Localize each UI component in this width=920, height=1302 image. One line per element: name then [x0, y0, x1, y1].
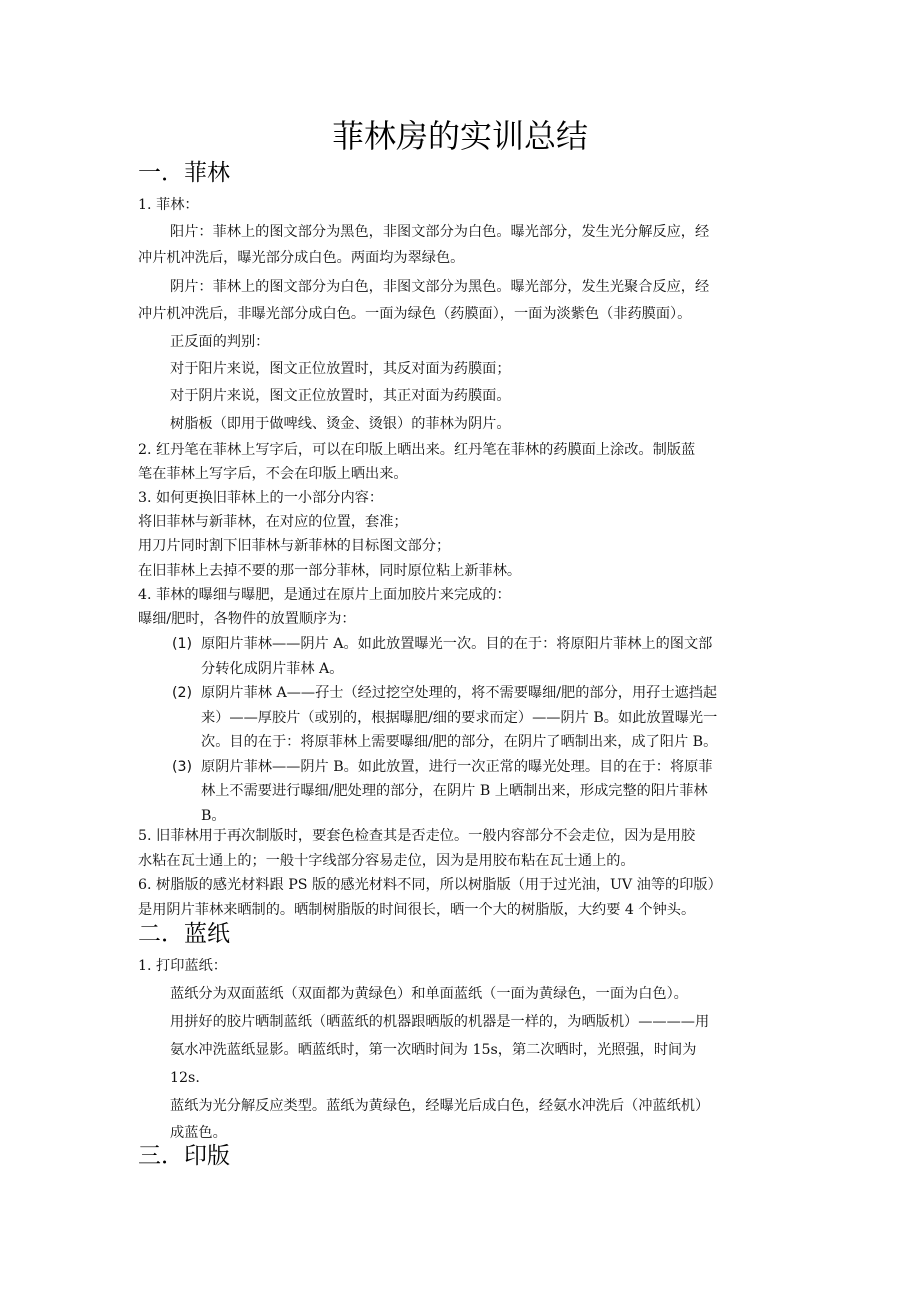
- blueprint-reaction-line1: 蓝纸为光分解反应类型。蓝纸为黄绿色，经曝光后成白色，经氨水冲洗后（冲蓝纸机）: [170, 1098, 710, 1114]
- item5-line1: 5. 旧菲林用于再次制版时，要套色检查其是否走位。一般内容部分不会走位，因为是用胶: [138, 828, 696, 844]
- blueprint-item1-label: 1. 打印蓝纸：: [138, 958, 227, 974]
- blueprint-process-line3: 12s.: [170, 1070, 200, 1086]
- section-heading-blueprint: 二．蓝纸: [138, 921, 230, 947]
- item4-title: 4. 菲林的曝细与曝肥，是通过在原片上面加胶片来完成的：: [138, 587, 511, 603]
- blueprint-reaction-line2: 成蓝色。: [170, 1125, 227, 1141]
- negative-film-line2: 冲片机冲洗后，非曝光部分成白色。一面为绿色（药膜面），一面为淡紫色（非药膜面）。: [138, 306, 692, 322]
- item3-step1: 将旧菲林与新菲林，在对应的位置，套准；: [138, 514, 408, 530]
- judge-positive: 对于阳片来说，图文正位放置时，其反对面为药膜面；: [170, 361, 511, 377]
- blueprint-process-line1: 用拼好的胶片晒制蓝纸（晒蓝纸的机器跟晒版的机器是一样的，为晒版机）————用: [170, 1014, 710, 1030]
- step-line: 原阴片菲林 A——孖士（经过挖空处理的，将不需要曝细/肥的部分，用孖士遮挡起: [201, 685, 718, 701]
- item1-label: 1. 菲林：: [138, 197, 199, 213]
- blueprint-process-line2: 氨水冲洗蓝纸显影。晒蓝纸时，第一次晒时间为 15s，第二次晒时，光照强，时间为: [170, 1042, 697, 1058]
- step-number: (1): [172, 636, 193, 652]
- item3-title: 3. 如何更换旧菲林上的一小部分内容：: [138, 490, 384, 506]
- document-title: 菲林房的实训总结: [331, 117, 588, 155]
- negative-film-line1: 阴片：菲林上的图文部分为白色，非图文部分为黑色。曝光部分，发生光聚合反应，经: [170, 279, 710, 295]
- section-heading-plate: 三．印版: [138, 1143, 230, 1169]
- step-line: 原阴片菲林——阴片 B。如此放置，进行一次正常的曝光处理。目的在于：将原菲: [201, 759, 713, 775]
- step-number: (3): [172, 759, 193, 775]
- item4-order: 曝细/肥时，各物件的放置顺序为：: [138, 611, 356, 627]
- positive-film-line2: 冲片机冲洗后，曝光部分成白色。两面均为翠绿色。: [138, 250, 465, 266]
- positive-film-line1: 阳片：菲林上的图文部分为黑色，非图文部分为白色。曝光部分，发生光分解反应，经: [170, 224, 710, 240]
- judge-title: 正反面的判别：: [170, 334, 270, 350]
- step-line: 来）——厚胶片（或别的，根据曝肥/细的要求而定）——阴片 B。如此放置曝光一: [201, 710, 718, 726]
- step-line: 次。目的在于：将原菲林上需要曝细/肥的部分，在阴片了晒制出来，成了阳片 B。: [201, 734, 718, 750]
- item2-line1: 2. 红丹笔在菲林上写字后，可以在印版上晒出来。红丹笔在菲林的药膜面上涂改。制版蓝: [138, 442, 696, 458]
- step-number: (2): [172, 685, 193, 701]
- judge-negative: 对于阴片来说，图文正位放置时，其正对面为药膜面。: [170, 388, 511, 404]
- item6-line2: 是用阴片菲林来晒制的。晒制树脂版的时间很长，晒一个大的树脂版，大约要 4 个钟头。: [138, 902, 696, 918]
- item3-step3: 在旧菲林上去掉不要的那一部分菲林，同时原位粘上新菲林。: [138, 563, 522, 579]
- item3-step2: 用刀片同时割下旧菲林与新菲林的目标图文部分；: [138, 538, 451, 554]
- section-heading-film: 一．菲林: [138, 160, 230, 186]
- step-line: B。: [201, 808, 226, 824]
- step-line: 分转化成阴片菲林 A。: [201, 661, 344, 677]
- step-line: 林上不需要进行曝细/肥处理的部分，在阴片 B 上晒制出来，形成完整的阳片菲林: [201, 783, 708, 799]
- item5-line2: 水粘在瓦士通上的；一般十字线部分容易走位，因为是用胶布粘在瓦士通上的。: [138, 853, 635, 869]
- step-line: 原阳片菲林——阴片 A。如此放置曝光一次。目的在于：将原阳片菲林上的图文部: [201, 636, 713, 652]
- resin-note: 树脂板（即用于做啤线、烫金、烫银）的菲林为阴片。: [170, 416, 511, 432]
- blueprint-types: 蓝纸分为双面蓝纸（双面都为黄绿色）和单面蓝纸（一面为黄绿色，一面为白色）。: [170, 986, 688, 1002]
- item2-line2: 笔在菲林上写字后，不会在印版上晒出来。: [138, 466, 408, 482]
- item6-line1: 6. 树脂版的感光材料跟 PS 版的感光材料不同，所以树脂版（用于过光油，UV 油等的印版）: [138, 877, 722, 893]
